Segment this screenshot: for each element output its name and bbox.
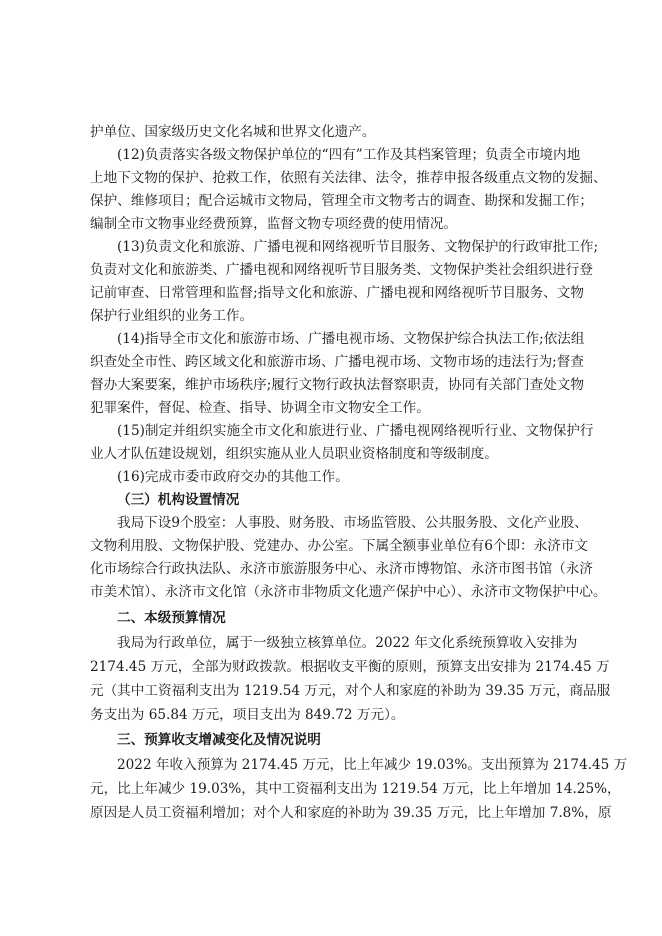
paragraph-line: 务支出为 65.84 万元，项目支出为 849.72 万元）。 (90, 707, 405, 723)
paragraph-line: 2022 年收入预算为 2174.45 万元，比上年减少 19.03%。支出预算为 2174.45 万 (117, 757, 628, 773)
paragraph-line: 督办大案要案，维护市场秩序;履行文物行政执法督察职责，协同有关部门查处文物 (90, 377, 584, 393)
section-heading: 二、本级预算情况 (117, 610, 226, 626)
paragraph-line: 编制全市文物事业经费预算，监督文物专项经费的使用情况。 (90, 216, 458, 232)
paragraph-line: 元（其中工资福利支出为 1219.54 万元，对个人和家庭的补助为 39.35 万元，商品服 (90, 683, 611, 699)
paragraph-line: (12)负责落实各级文物保护单位的“四有”工作及其档案管理；负责全市境内地 (117, 147, 581, 163)
paragraph-line: 保护行业组织的业务工作。 (90, 308, 254, 324)
paragraph-line: 2174.45 万元，全部为财政拨款。根据收支平衡的原则，预算支出安排为 2174.45 万 (90, 659, 610, 675)
paragraph-line: 护单位、国家级历史文化名城和世界文化遗产。 (90, 124, 376, 140)
paragraph-line: (14)指导全市文化和旅游市场、广播电视市场、文物保护综合执法工作;依法组 (117, 331, 585, 347)
paragraph-line: 我局为行政单位，属于一级独立核算单位。2022 年文化系统预算收入安排为 (117, 635, 578, 651)
paragraph-line: 元，比上年减少 19.03%，其中工资福利支出为 1219.54 万元，比上年增加 14.25%， (90, 781, 621, 797)
paragraph-line: 负责对文化和旅游类、广播电视和网络视听节目服务类、文物保护类社会组织进行登 (90, 262, 593, 278)
paragraph-line: 市美术馆）、永济市文化馆（永济市非物质文化遗产保护中心）、永济市文物保护中心。 (90, 584, 607, 600)
paragraph-line: 上地下文物的保护、抢救工作，依照有关法律、法令，推荐申报各级重点文物的发掘、 (90, 170, 607, 186)
paragraph-line: 织查处全市性、跨区域文化和旅游市场、广播电视市场、文物市场的违法行为;督查 (90, 354, 584, 370)
paragraph-line: (13)负责文化和旅游、广播电视和网络视听节目服务、文物保护的行政审批工作; (117, 239, 599, 255)
paragraph-line: 犯罪案件，督促、检查、指导、协调全市文物安全工作。 (90, 400, 430, 416)
paragraph-line: 我局下设9个股室：人事股、财务股、市场监管股、公共服务股、文化产业股、 (117, 515, 588, 531)
section-heading: （三）机构设置情况 (117, 492, 240, 508)
paragraph-line: (15)制定并组织实施全市文化和旅进行业、广播电视网络视听行业、文物保护行 (117, 423, 594, 439)
section-heading: 三、预算收支增减变化及情况说明 (117, 732, 321, 748)
paragraph-line: 文物利用股、文物保护股、党建办、办公室。下属全额事业单位有6个即：永济市文 (90, 538, 589, 554)
paragraph-line: (16)完成市委市政府交办的其他工作。 (117, 469, 349, 485)
paragraph-line: 记前审查、日常管理和监督;指导文化和旅游、广播电视和网络视听节目服务、文物 (90, 285, 584, 301)
paragraph-line: 保护、维修项目；配合运城市文物局，管理全市文物考古的调查、勘探和发掘工作； (90, 193, 593, 209)
paragraph-line: 业人才队伍建设规划，组织实施从业人员职业资格制度和等级制度。 (90, 446, 498, 462)
paragraph-line: 化市场综合行政执法队、永济市旅游服务中心、永济市博物馆、永济市图书馆（永济 (90, 561, 593, 577)
paragraph-line: 原因是人员工资福利增加；对个人和家庭的补助为 39.35 万元，比上年增加 7.8%，原 (90, 805, 612, 821)
